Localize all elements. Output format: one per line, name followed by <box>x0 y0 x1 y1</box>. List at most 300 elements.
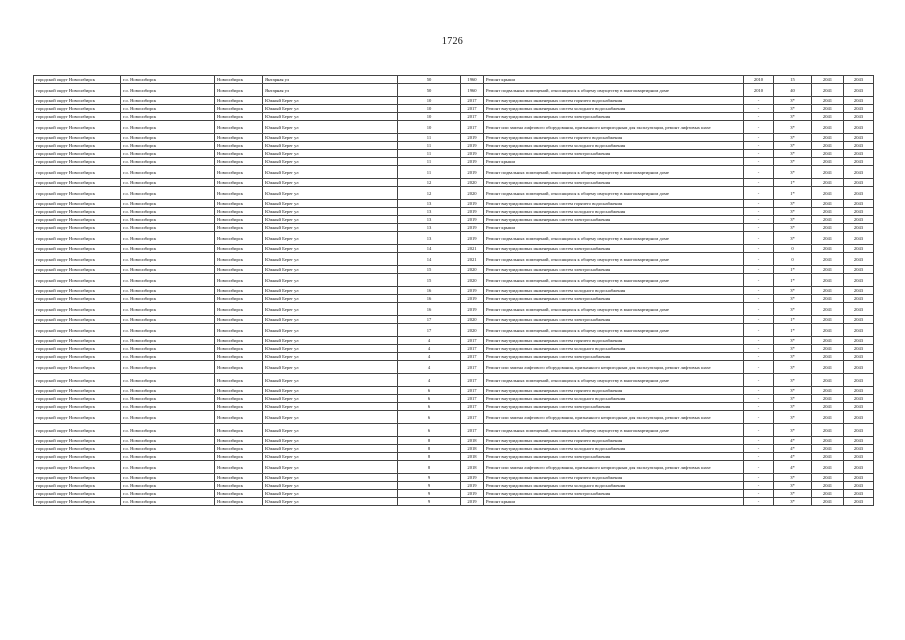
table-row <box>34 287 874 295</box>
cell-work-type: Ремонт крыши <box>484 158 744 166</box>
cell-locality: Новосибирск <box>215 424 263 437</box>
cell-year-end: 2043 <box>844 105 874 113</box>
table-row <box>34 482 874 490</box>
cell-year-start: 2041 <box>812 424 844 437</box>
cell-quantity: 4* <box>774 437 812 445</box>
cell-settlement: г.о. Новосибирск <box>121 303 215 316</box>
cell-area: - <box>744 482 774 490</box>
table-row <box>34 245 874 253</box>
cell-area: - <box>744 245 774 253</box>
cell-house: 50 <box>398 76 461 84</box>
cell-settlement: г.о. Новосибирск <box>121 453 215 461</box>
cell-area: - <box>744 253 774 266</box>
cell-year-start: 2041 <box>812 295 844 303</box>
cell-municipality: городской округ Новосибирск <box>34 474 121 482</box>
cell-quantity: 1* <box>774 266 812 274</box>
cell-locality: Новосибирск <box>215 316 263 324</box>
cell-locality: Новосибирск <box>215 295 263 303</box>
cell-year-start: 2041 <box>812 445 844 453</box>
cell-year: 2019 <box>461 166 484 179</box>
cell-work-type: Ремонт крыши <box>484 498 744 506</box>
cell-year: 2019 <box>461 490 484 498</box>
cell-quantity: 3* <box>774 166 812 179</box>
cell-quantity: 3* <box>774 295 812 303</box>
cell-quantity: 3* <box>774 121 812 134</box>
table-row <box>34 316 874 324</box>
cell-settlement: г.о. Новосибирск <box>121 324 215 337</box>
table-row <box>34 266 874 274</box>
cell-locality: Новосибирск <box>215 134 263 142</box>
cell-year: 2017 <box>461 113 484 121</box>
cell-street: Южный Берег ул <box>263 245 398 253</box>
cell-street: Южный Берег ул <box>263 287 398 295</box>
cell-house: 17 <box>398 316 461 324</box>
cell-year-end: 2043 <box>844 437 874 445</box>
cell-municipality: городской округ Новосибирск <box>34 142 121 150</box>
cell-settlement: г.о. Новосибирск <box>121 208 215 216</box>
cell-settlement: г.о. Новосибирск <box>121 287 215 295</box>
cell-municipality: городской округ Новосибирск <box>34 232 121 245</box>
table-row <box>34 474 874 482</box>
cell-work-type: Ремонт крыши <box>484 224 744 232</box>
cell-year-end: 2043 <box>844 216 874 224</box>
cell-municipality: городской округ Новосибирск <box>34 295 121 303</box>
cell-work-type: Ремонт подвальных помещений, относящихся к общему имуществу в многоквартирном доме <box>484 303 744 316</box>
cell-year-end: 2043 <box>844 287 874 295</box>
table-row <box>34 134 874 142</box>
cell-area: - <box>744 498 774 506</box>
cell-municipality: городской округ Новосибирск <box>34 208 121 216</box>
cell-year-end: 2043 <box>844 232 874 245</box>
cell-work-type: Ремонт крыши <box>484 76 744 84</box>
cell-year: 2019 <box>461 216 484 224</box>
cell-street: Южный Берег ул <box>263 150 398 158</box>
cell-settlement: г.о. Новосибирск <box>121 361 215 374</box>
cell-locality: Новосибирск <box>215 387 263 395</box>
cell-area: - <box>744 445 774 453</box>
cell-work-type: Ремонт внутридомовых инженерных систем горячего водоснабжения <box>484 200 744 208</box>
cell-municipality: городской округ Новосибирск <box>34 216 121 224</box>
cell-year: 2019 <box>461 142 484 150</box>
cell-area: - <box>744 105 774 113</box>
cell-street: Южный Берег ул <box>263 253 398 266</box>
table-row <box>34 166 874 179</box>
cell-quantity: 3* <box>774 411 812 424</box>
cell-house: 14 <box>398 253 461 266</box>
cell-municipality: городской округ Новосибирск <box>34 274 121 287</box>
cell-settlement: г.о. Новосибирск <box>121 166 215 179</box>
cell-year-start: 2041 <box>812 187 844 200</box>
cell-area: - <box>744 187 774 200</box>
cell-year-end: 2043 <box>844 445 874 453</box>
cell-area: - <box>744 474 774 482</box>
cell-work-type: Ремонт или замена лифтового оборудования, признанного непригодным для эксплуатации, ремонт лифтовых шахт <box>484 361 744 374</box>
cell-settlement: г.о. Новосибирск <box>121 158 215 166</box>
cell-settlement: г.о. Новосибирск <box>121 232 215 245</box>
cell-municipality: городской округ Новосибирск <box>34 76 121 84</box>
cell-locality: Новосибирск <box>215 232 263 245</box>
cell-year-start: 2041 <box>812 216 844 224</box>
cell-year: 2019 <box>461 498 484 506</box>
cell-year-start: 2041 <box>812 232 844 245</box>
cell-year-start: 2041 <box>812 411 844 424</box>
cell-year-start: 2041 <box>812 498 844 506</box>
cell-area: - <box>744 316 774 324</box>
cell-municipality: городской округ Новосибирск <box>34 316 121 324</box>
cell-year-end: 2043 <box>844 337 874 345</box>
cell-year-end: 2043 <box>844 113 874 121</box>
cell-locality: Новосибирск <box>215 498 263 506</box>
cell-year-start: 2041 <box>812 97 844 105</box>
table-row <box>34 208 874 216</box>
cell-settlement: г.о. Новосибирск <box>121 113 215 121</box>
cell-year-start: 2041 <box>812 179 844 187</box>
cell-work-type: Ремонт внутридомовых инженерных систем холодного водоснабжения <box>484 208 744 216</box>
cell-year-start: 2041 <box>812 337 844 345</box>
cell-year-start: 2041 <box>812 208 844 216</box>
cell-work-type: Ремонт подвальных помещений, относящихся к общему имуществу в многоквартирном доме <box>484 187 744 200</box>
cell-year: 2020 <box>461 187 484 200</box>
cell-locality: Новосибирск <box>215 274 263 287</box>
cell-locality: Новосибирск <box>215 253 263 266</box>
cell-street: Южный Берег ул <box>263 490 398 498</box>
cell-house: 4 <box>398 337 461 345</box>
cell-municipality: городской округ Новосибирск <box>34 374 121 387</box>
cell-street: Южный Берег ул <box>263 453 398 461</box>
cell-locality: Новосибирск <box>215 461 263 474</box>
cell-street: Южный Берег ул <box>263 387 398 395</box>
cell-settlement: г.о. Новосибирск <box>121 461 215 474</box>
cell-quantity: 3* <box>774 224 812 232</box>
cell-settlement: г.о. Новосибирск <box>121 142 215 150</box>
cell-year-end: 2043 <box>844 97 874 105</box>
cell-year-end: 2043 <box>844 253 874 266</box>
cell-street: Южный Берег ул <box>263 324 398 337</box>
cell-area: - <box>744 453 774 461</box>
cell-year-start: 2041 <box>812 374 844 387</box>
cell-municipality: городской округ Новосибирск <box>34 97 121 105</box>
cell-quantity: 3* <box>774 482 812 490</box>
table-row <box>34 445 874 453</box>
cell-street: Южный Берег ул <box>263 187 398 200</box>
cell-house: 16 <box>398 295 461 303</box>
cell-year-end: 2043 <box>844 387 874 395</box>
cell-municipality: городской округ Новосибирск <box>34 303 121 316</box>
cell-settlement: г.о. Новосибирск <box>121 295 215 303</box>
table-row <box>34 453 874 461</box>
cell-year: 2019 <box>461 295 484 303</box>
table-row <box>34 150 874 158</box>
cell-street: Южный Берег ул <box>263 274 398 287</box>
cell-locality: Новосибирск <box>215 76 263 84</box>
cell-work-type: Ремонт внутридомовых инженерных систем холодного водоснабжения <box>484 445 744 453</box>
cell-year: 2017 <box>461 353 484 361</box>
cell-year-start: 2041 <box>812 166 844 179</box>
cell-locality: Новосибирск <box>215 216 263 224</box>
cell-settlement: г.о. Новосибирск <box>121 387 215 395</box>
cell-work-type: Ремонт внутридомовых инженерных систем холодного водоснабжения <box>484 345 744 353</box>
cell-quantity: 3* <box>774 424 812 437</box>
cell-area: - <box>744 216 774 224</box>
cell-municipality: городской округ Новосибирск <box>34 411 121 424</box>
table-row <box>34 324 874 337</box>
cell-locality: Новосибирск <box>215 266 263 274</box>
cell-quantity: 3* <box>774 361 812 374</box>
cell-year: 2020 <box>461 316 484 324</box>
cell-year-start: 2041 <box>812 105 844 113</box>
cell-year-end: 2043 <box>844 411 874 424</box>
cell-area: - <box>744 345 774 353</box>
cell-year-start: 2041 <box>812 245 844 253</box>
cell-year: 2020 <box>461 266 484 274</box>
cell-year-start: 2041 <box>812 274 844 287</box>
cell-quantity: 3* <box>774 403 812 411</box>
cell-area: - <box>744 437 774 445</box>
cell-house: 4 <box>398 345 461 353</box>
cell-year: 2019 <box>461 303 484 316</box>
cell-year: 2020 <box>461 274 484 287</box>
cell-year: 2017 <box>461 411 484 424</box>
cell-house: 9 <box>398 490 461 498</box>
cell-work-type: Ремонт внутридомовых инженерных систем электроснабжения <box>484 316 744 324</box>
cell-area: - <box>744 142 774 150</box>
cell-area: - <box>744 97 774 105</box>
cell-year-end: 2043 <box>844 424 874 437</box>
cell-street: Южный Берег ул <box>263 216 398 224</box>
table-row <box>34 187 874 200</box>
cell-quantity: 1* <box>774 324 812 337</box>
cell-street: Южный Берег ул <box>263 461 398 474</box>
table-row <box>34 76 874 84</box>
cell-work-type: Ремонт внутридомовых инженерных систем электроснабжения <box>484 113 744 121</box>
cell-year: 2019 <box>461 208 484 216</box>
cell-year: 2019 <box>461 134 484 142</box>
cell-settlement: г.о. Новосибирск <box>121 274 215 287</box>
cell-year-end: 2043 <box>844 453 874 461</box>
cell-area: - <box>744 374 774 387</box>
cell-municipality: городской округ Новосибирск <box>34 253 121 266</box>
cell-year-end: 2043 <box>844 200 874 208</box>
cell-street: Южный Берег ул <box>263 498 398 506</box>
cell-area: 2010 <box>744 76 774 84</box>
cell-settlement: г.о. Новосибирск <box>121 134 215 142</box>
table-row <box>34 374 874 387</box>
cell-quantity: 3* <box>774 345 812 353</box>
cell-quantity: 3* <box>774 490 812 498</box>
cell-settlement: г.о. Новосибирск <box>121 76 215 84</box>
cell-municipality: городской округ Новосибирск <box>34 158 121 166</box>
cell-quantity: 1* <box>774 179 812 187</box>
cell-house: 4 <box>398 374 461 387</box>
cell-quantity: 3* <box>774 97 812 105</box>
cell-municipality: городской округ Новосибирск <box>34 353 121 361</box>
cell-quantity: 3* <box>774 142 812 150</box>
cell-year-end: 2043 <box>844 245 874 253</box>
table-row <box>34 345 874 353</box>
cell-settlement: г.о. Новосибирск <box>121 150 215 158</box>
cell-municipality: городской округ Новосибирск <box>34 445 121 453</box>
cell-municipality: городской округ Новосибирск <box>34 461 121 474</box>
cell-work-type: Ремонт или замена лифтового оборудования, признанного непригодным для эксплуатации, ремонт лифтовых шахт <box>484 411 744 424</box>
table-row <box>34 498 874 506</box>
cell-year: 2021 <box>461 245 484 253</box>
cell-street: Южный Берег ул <box>263 345 398 353</box>
cell-locality: Новосибирск <box>215 411 263 424</box>
cell-municipality: городской округ Новосибирск <box>34 84 121 97</box>
cell-street: Южный Берег ул <box>263 97 398 105</box>
cell-municipality: городской округ Новосибирск <box>34 287 121 295</box>
cell-year: 2017 <box>461 337 484 345</box>
table-row <box>34 461 874 474</box>
cell-work-type: Ремонт внутридомовых инженерных систем электроснабжения <box>484 453 744 461</box>
cell-street: Южный Берег ул <box>263 142 398 150</box>
cell-locality: Новосибирск <box>215 303 263 316</box>
cell-locality: Новосибирск <box>215 84 263 97</box>
cell-settlement: г.о. Новосибирск <box>121 353 215 361</box>
cell-area: - <box>744 324 774 337</box>
cell-work-type: Ремонт подвальных помещений, относящихся к общему имуществу в многоквартирном доме <box>484 274 744 287</box>
cell-street: Южный Берег ул <box>263 474 398 482</box>
cell-municipality: городской округ Новосибирск <box>34 166 121 179</box>
cell-year-start: 2041 <box>812 490 844 498</box>
cell-house: 13 <box>398 232 461 245</box>
register-table-body <box>34 76 874 506</box>
cell-settlement: г.о. Новосибирск <box>121 97 215 105</box>
cell-settlement: г.о. Новосибирск <box>121 84 215 97</box>
cell-year-start: 2041 <box>812 395 844 403</box>
cell-year-end: 2043 <box>844 316 874 324</box>
cell-house: 6 <box>398 387 461 395</box>
cell-house: 4 <box>398 361 461 374</box>
cell-quantity: 3* <box>774 208 812 216</box>
cell-locality: Новосибирск <box>215 445 263 453</box>
cell-locality: Новосибирск <box>215 142 263 150</box>
table-row <box>34 424 874 437</box>
cell-settlement: г.о. Новосибирск <box>121 337 215 345</box>
cell-locality: Новосибирск <box>215 324 263 337</box>
cell-quantity: 3* <box>774 337 812 345</box>
cell-house: 10 <box>398 113 461 121</box>
cell-municipality: городской округ Новосибирск <box>34 245 121 253</box>
cell-locality: Новосибирск <box>215 395 263 403</box>
cell-year-end: 2043 <box>844 224 874 232</box>
cell-year-start: 2041 <box>812 150 844 158</box>
cell-year-start: 2041 <box>812 84 844 97</box>
cell-street: Южный Берег ул <box>263 166 398 179</box>
cell-house: 50 <box>398 84 461 97</box>
table-row <box>34 179 874 187</box>
cell-year-end: 2043 <box>844 403 874 411</box>
cell-quantity: 3* <box>774 232 812 245</box>
cell-work-type: Ремонт внутридомовых инженерных систем горячего водоснабжения <box>484 387 744 395</box>
table-row <box>34 142 874 150</box>
cell-municipality: городской округ Новосибирск <box>34 490 121 498</box>
cell-work-type: Ремонт внутридомовых инженерных систем горячего водоснабжения <box>484 134 744 142</box>
table-row <box>34 253 874 266</box>
cell-work-type: Ремонт внутридомовых инженерных систем электроснабжения <box>484 490 744 498</box>
cell-street: Южный Берег ул <box>263 395 398 403</box>
cell-area: - <box>744 232 774 245</box>
table-row <box>34 158 874 166</box>
table-row <box>34 295 874 303</box>
cell-year-start: 2041 <box>812 303 844 316</box>
cell-area: 2010 <box>744 84 774 97</box>
table-row <box>34 232 874 245</box>
cell-street: Южный Берег ул <box>263 232 398 245</box>
cell-year-start: 2041 <box>812 76 844 84</box>
cell-area: - <box>744 134 774 142</box>
cell-municipality: городской округ Новосибирск <box>34 498 121 506</box>
cell-area: - <box>744 337 774 345</box>
register-table <box>33 75 874 506</box>
cell-house: 6 <box>398 395 461 403</box>
cell-quantity: 3* <box>774 200 812 208</box>
cell-work-type: Ремонт внутридомовых инженерных систем горячего водоснабжения <box>484 337 744 345</box>
cell-quantity: 3* <box>774 287 812 295</box>
cell-quantity: 1* <box>774 316 812 324</box>
cell-year-start: 2041 <box>812 200 844 208</box>
cell-house: 14 <box>398 245 461 253</box>
cell-street: Южный Берег ул <box>263 337 398 345</box>
table-row <box>34 97 874 105</box>
cell-locality: Новосибирск <box>215 150 263 158</box>
cell-year: 2019 <box>461 158 484 166</box>
cell-municipality: городской округ Новосибирск <box>34 453 121 461</box>
cell-work-type: Ремонт подвальных помещений, относящихся к общему имуществу в многоквартирном доме <box>484 324 744 337</box>
cell-quantity: 1* <box>774 187 812 200</box>
cell-year-start: 2041 <box>812 453 844 461</box>
cell-locality: Новосибирск <box>215 453 263 461</box>
cell-house: 16 <box>398 287 461 295</box>
cell-year-end: 2043 <box>844 498 874 506</box>
cell-municipality: городской округ Новосибирск <box>34 134 121 142</box>
cell-year-end: 2043 <box>844 187 874 200</box>
cell-settlement: г.о. Новосибирск <box>121 179 215 187</box>
cell-locality: Новосибирск <box>215 437 263 445</box>
cell-area: - <box>744 266 774 274</box>
cell-year-start: 2041 <box>812 361 844 374</box>
cell-year: 2021 <box>461 253 484 266</box>
cell-locality: Новосибирск <box>215 490 263 498</box>
cell-work-type: Ремонт подвальных помещений, относящихся к общему имуществу в многоквартирном доме <box>484 166 744 179</box>
cell-settlement: г.о. Новосибирск <box>121 411 215 424</box>
cell-street: Южный Берег ул <box>263 295 398 303</box>
cell-area: - <box>744 353 774 361</box>
table-row <box>34 490 874 498</box>
cell-municipality: городской округ Новосибирск <box>34 224 121 232</box>
cell-area: - <box>744 295 774 303</box>
cell-year-end: 2043 <box>844 374 874 387</box>
cell-year: 2017 <box>461 105 484 113</box>
cell-year-end: 2043 <box>844 474 874 482</box>
cell-year-end: 2043 <box>844 158 874 166</box>
cell-quantity: 3* <box>774 474 812 482</box>
cell-locality: Новосибирск <box>215 361 263 374</box>
cell-area: - <box>744 303 774 316</box>
cell-locality: Новосибирск <box>215 345 263 353</box>
cell-municipality: городской округ Новосибирск <box>34 121 121 134</box>
cell-area: - <box>744 490 774 498</box>
cell-municipality: городской округ Новосибирск <box>34 424 121 437</box>
cell-year-start: 2041 <box>812 113 844 121</box>
cell-year: 2018 <box>461 453 484 461</box>
cell-area: - <box>744 158 774 166</box>
cell-year-end: 2043 <box>844 490 874 498</box>
cell-quantity: 3* <box>774 387 812 395</box>
cell-street: Южный Берег ул <box>263 208 398 216</box>
cell-year: 2019 <box>461 200 484 208</box>
cell-year-start: 2041 <box>812 158 844 166</box>
